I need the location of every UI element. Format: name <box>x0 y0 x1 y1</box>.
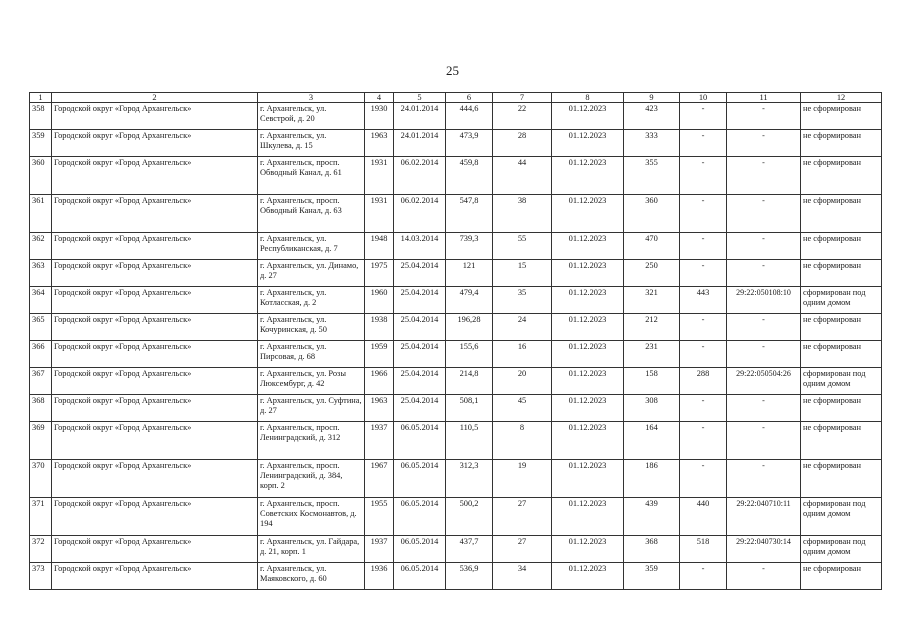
row-number: 367 <box>30 368 52 395</box>
column-header: 9 <box>624 93 680 103</box>
residents-cell: 15 <box>493 260 552 287</box>
value-cell: - <box>680 233 727 260</box>
cadastral-number-cell: - <box>727 130 801 157</box>
plan-date-cell: 01.12.2023 <box>552 195 624 233</box>
value-cell: 439 <box>624 498 680 536</box>
residents-cell: 27 <box>493 536 552 563</box>
plan-date-cell: 01.12.2023 <box>552 395 624 422</box>
date-cell: 06.02.2014 <box>394 195 446 233</box>
cadastral-number-cell: - <box>727 395 801 422</box>
plan-date-cell: 01.12.2023 <box>552 341 624 368</box>
municipality-cell: Городской округ «Город Архангельск» <box>52 233 258 260</box>
residents-cell: 28 <box>493 130 552 157</box>
residents-cell: 44 <box>493 157 552 195</box>
cadastral-number-cell: - <box>727 563 801 590</box>
cadastral-number-cell: - <box>727 157 801 195</box>
status-cell: не сформирован <box>801 130 882 157</box>
table-row <box>30 260 882 287</box>
date-cell: 06.05.2014 <box>394 460 446 498</box>
cadastral-number-cell: - <box>727 341 801 368</box>
status-cell: не сформирован <box>801 460 882 498</box>
status-cell: не сформирован <box>801 260 882 287</box>
area-cell: 155,6 <box>446 341 493 368</box>
date-cell: 06.02.2014 <box>394 157 446 195</box>
municipality-cell: Городской округ «Город Архангельск» <box>52 536 258 563</box>
value-cell: 164 <box>624 422 680 460</box>
municipality-cell: Городской округ «Город Архангельск» <box>52 195 258 233</box>
status-cell: сформирован под одним домом <box>801 498 882 536</box>
residents-cell: 16 <box>493 341 552 368</box>
date-cell: 14.03.2014 <box>394 233 446 260</box>
address-cell: г. Архангельск, просп. Обводный Канал, д. 61 <box>258 157 365 195</box>
year-cell: 1975 <box>365 260 394 287</box>
residents-cell: 20 <box>493 368 552 395</box>
value-cell: 423 <box>624 103 680 130</box>
cadastral-number-cell: - <box>727 460 801 498</box>
address-cell: г. Архангельск, просп. Ленинградский, д. 312 <box>258 422 365 460</box>
plan-date-cell: 01.12.2023 <box>552 260 624 287</box>
table-row <box>30 314 882 341</box>
status-cell: сформирован под одним домом <box>801 287 882 314</box>
date-cell: 06.05.2014 <box>394 563 446 590</box>
year-cell: 1937 <box>365 422 394 460</box>
value-cell: - <box>680 460 727 498</box>
year-cell: 1936 <box>365 563 394 590</box>
page-number: 25 <box>446 63 459 78</box>
row-number: 358 <box>30 103 52 130</box>
cadastral-number-cell: 29:22:040730:14 <box>727 536 801 563</box>
area-cell: 473,9 <box>446 130 493 157</box>
area-cell: 437,7 <box>446 536 493 563</box>
year-cell: 1955 <box>365 498 394 536</box>
residents-cell: 55 <box>493 233 552 260</box>
address-cell: г. Архангельск, ул. Севстрой, д. 20 <box>258 103 365 130</box>
residents-cell: 24 <box>493 314 552 341</box>
value-cell: 368 <box>624 536 680 563</box>
column-header: 4 <box>365 93 394 103</box>
value-cell: 186 <box>624 460 680 498</box>
address-cell: г. Архангельск, ул. Динамо, д. 27 <box>258 260 365 287</box>
area-cell: 479,4 <box>446 287 493 314</box>
row-number: 371 <box>30 498 52 536</box>
residents-cell: 45 <box>493 395 552 422</box>
year-cell: 1948 <box>365 233 394 260</box>
column-header: 2 <box>52 93 258 103</box>
status-cell: не сформирован <box>801 422 882 460</box>
address-cell: г. Архангельск, ул. Котласская, д. 2 <box>258 287 365 314</box>
plan-date-cell: 01.12.2023 <box>552 314 624 341</box>
column-header: 7 <box>493 93 552 103</box>
value-cell: - <box>680 130 727 157</box>
year-cell: 1959 <box>365 341 394 368</box>
area-cell: 547,8 <box>446 195 493 233</box>
residents-cell: 19 <box>493 460 552 498</box>
year-cell: 1967 <box>365 460 394 498</box>
row-number: 369 <box>30 422 52 460</box>
value-cell: - <box>680 314 727 341</box>
cadastral-number-cell: 29:22:040710:11 <box>727 498 801 536</box>
status-cell: не сформирован <box>801 233 882 260</box>
plan-date-cell: 01.12.2023 <box>552 103 624 130</box>
cadastral-number-cell: - <box>727 260 801 287</box>
area-cell: 500,2 <box>446 498 493 536</box>
row-number: 366 <box>30 341 52 368</box>
row-number: 361 <box>30 195 52 233</box>
row-number: 365 <box>30 314 52 341</box>
value-cell: 321 <box>624 287 680 314</box>
area-cell: 196,28 <box>446 314 493 341</box>
value-cell: 231 <box>624 341 680 368</box>
municipality-cell: Городской округ «Город Архангельск» <box>52 103 258 130</box>
cadastral-number-cell: 29:22:050108:10 <box>727 287 801 314</box>
value-cell: 308 <box>624 395 680 422</box>
date-cell: 24.01.2014 <box>394 103 446 130</box>
municipality-cell: Городской округ «Город Архангельск» <box>52 314 258 341</box>
table-row <box>30 233 882 260</box>
residents-cell: 35 <box>493 287 552 314</box>
year-cell: 1963 <box>365 130 394 157</box>
area-cell: 312,3 <box>446 460 493 498</box>
date-cell: 25.04.2014 <box>394 395 446 422</box>
value-cell: - <box>680 260 727 287</box>
address-cell: г. Архангельск, ул. Розы Люксембург, д. 42 <box>258 368 365 395</box>
residents-cell: 8 <box>493 422 552 460</box>
header-row <box>30 93 882 103</box>
column-header: 8 <box>552 93 624 103</box>
cadastral-number-cell: 29:22:050504:26 <box>727 368 801 395</box>
row-number: 368 <box>30 395 52 422</box>
status-cell: не сформирован <box>801 341 882 368</box>
column-header: 12 <box>801 93 882 103</box>
column-header: 6 <box>446 93 493 103</box>
table-row <box>30 395 882 422</box>
row-number: 363 <box>30 260 52 287</box>
table-row <box>30 341 882 368</box>
table-row <box>30 498 882 536</box>
municipality-cell: Городской округ «Город Архангельск» <box>52 260 258 287</box>
plan-date-cell: 01.12.2023 <box>552 422 624 460</box>
table-row <box>30 195 882 233</box>
year-cell: 1960 <box>365 287 394 314</box>
cadastral-number-cell: - <box>727 195 801 233</box>
value-cell: 212 <box>624 314 680 341</box>
value-cell: 359 <box>624 563 680 590</box>
address-cell: г. Архангельск, просп. Советских Космонавтов, д. 194 <box>258 498 365 536</box>
municipality-cell: Городской округ «Город Архангельск» <box>52 395 258 422</box>
row-number: 360 <box>30 157 52 195</box>
table-row <box>30 536 882 563</box>
table-row <box>30 563 882 590</box>
address-cell: г. Архангельск, ул. Кочуринская, д. 50 <box>258 314 365 341</box>
value-cell: - <box>680 422 727 460</box>
year-cell: 1931 <box>365 195 394 233</box>
address-cell: г. Архангельск, просп. Обводный Канал, д. 63 <box>258 195 365 233</box>
cadastral-number-cell: - <box>727 233 801 260</box>
row-number: 362 <box>30 233 52 260</box>
table-row <box>30 103 882 130</box>
value-cell: 443 <box>680 287 727 314</box>
housing-register-table <box>29 92 882 590</box>
plan-date-cell: 01.12.2023 <box>552 130 624 157</box>
municipality-cell: Городской округ «Город Архангельск» <box>52 157 258 195</box>
plan-date-cell: 01.12.2023 <box>552 233 624 260</box>
address-cell: г. Архангельск, ул. Гайдара, д. 21, корп. 1 <box>258 536 365 563</box>
plan-date-cell: 01.12.2023 <box>552 157 624 195</box>
value-cell: 470 <box>624 233 680 260</box>
municipality-cell: Городской округ «Город Архангельск» <box>52 368 258 395</box>
area-cell: 536,9 <box>446 563 493 590</box>
residents-cell: 27 <box>493 498 552 536</box>
date-cell: 25.04.2014 <box>394 260 446 287</box>
residents-cell: 22 <box>493 103 552 130</box>
row-number: 372 <box>30 536 52 563</box>
year-cell: 1938 <box>365 314 394 341</box>
area-cell: 459,8 <box>446 157 493 195</box>
table-row <box>30 368 882 395</box>
date-cell: 25.04.2014 <box>394 314 446 341</box>
column-header: 5 <box>394 93 446 103</box>
cadastral-number-cell: - <box>727 103 801 130</box>
status-cell: не сформирован <box>801 563 882 590</box>
address-cell: г. Архангельск, ул. Маяковского, д. 60 <box>258 563 365 590</box>
year-cell: 1931 <box>365 157 394 195</box>
area-cell: 739,3 <box>446 233 493 260</box>
value-cell: 360 <box>624 195 680 233</box>
year-cell: 1930 <box>365 103 394 130</box>
status-cell: не сформирован <box>801 103 882 130</box>
date-cell: 25.04.2014 <box>394 287 446 314</box>
cadastral-number-cell: - <box>727 314 801 341</box>
date-cell: 24.01.2014 <box>394 130 446 157</box>
row-number: 370 <box>30 460 52 498</box>
status-cell: не сформирован <box>801 314 882 341</box>
residents-cell: 34 <box>493 563 552 590</box>
status-cell: не сформирован <box>801 195 882 233</box>
table-row <box>30 287 882 314</box>
status-cell: сформирован под одним домом <box>801 368 882 395</box>
plan-date-cell: 01.12.2023 <box>552 368 624 395</box>
municipality-cell: Городской округ «Город Архангельск» <box>52 460 258 498</box>
value-cell: 333 <box>624 130 680 157</box>
column-header: 3 <box>258 93 365 103</box>
municipality-cell: Городской округ «Город Архангельск» <box>52 287 258 314</box>
address-cell: г. Архангельск, ул. Пирсовая, д. 68 <box>258 341 365 368</box>
area-cell: 444,6 <box>446 103 493 130</box>
area-cell: 508,1 <box>446 395 493 422</box>
value-cell: 355 <box>624 157 680 195</box>
residents-cell: 38 <box>493 195 552 233</box>
year-cell: 1963 <box>365 395 394 422</box>
date-cell: 25.04.2014 <box>394 368 446 395</box>
area-cell: 121 <box>446 260 493 287</box>
column-header: 11 <box>727 93 801 103</box>
address-cell: г. Архангельск, просп. Ленинградский, д. 384, корп. 2 <box>258 460 365 498</box>
value-cell: - <box>680 103 727 130</box>
column-header: 10 <box>680 93 727 103</box>
municipality-cell: Городской округ «Город Архангельск» <box>52 130 258 157</box>
value-cell: - <box>680 195 727 233</box>
area-cell: 110,5 <box>446 422 493 460</box>
column-header: 1 <box>30 93 52 103</box>
status-cell: не сформирован <box>801 395 882 422</box>
table-row <box>30 422 882 460</box>
row-number: 364 <box>30 287 52 314</box>
value-cell: 518 <box>680 536 727 563</box>
year-cell: 1937 <box>365 536 394 563</box>
table-row <box>30 157 882 195</box>
plan-date-cell: 01.12.2023 <box>552 287 624 314</box>
address-cell: г. Архангельск, ул. Шкулева, д. 15 <box>258 130 365 157</box>
value-cell: 440 <box>680 498 727 536</box>
municipality-cell: Городской округ «Город Архангельск» <box>52 422 258 460</box>
plan-date-cell: 01.12.2023 <box>552 498 624 536</box>
plan-date-cell: 01.12.2023 <box>552 536 624 563</box>
year-cell: 1966 <box>365 368 394 395</box>
plan-date-cell: 01.12.2023 <box>552 563 624 590</box>
address-cell: г. Архангельск, ул. Суфтина, д. 27 <box>258 395 365 422</box>
area-cell: 214,8 <box>446 368 493 395</box>
row-number: 359 <box>30 130 52 157</box>
table-row <box>30 130 882 157</box>
value-cell: - <box>680 563 727 590</box>
municipality-cell: Городской округ «Город Архангельск» <box>52 341 258 368</box>
value-cell: 250 <box>624 260 680 287</box>
table-row <box>30 460 882 498</box>
cadastral-number-cell: - <box>727 422 801 460</box>
date-cell: 06.05.2014 <box>394 422 446 460</box>
date-cell: 06.05.2014 <box>394 498 446 536</box>
municipality-cell: Городской округ «Город Архангельск» <box>52 498 258 536</box>
row-number: 373 <box>30 563 52 590</box>
status-cell: не сформирован <box>801 157 882 195</box>
municipality-cell: Городской округ «Город Архангельск» <box>52 563 258 590</box>
date-cell: 25.04.2014 <box>394 341 446 368</box>
value-cell: - <box>680 341 727 368</box>
address-cell: г. Архангельск, ул. Республиканская, д. 7 <box>258 233 365 260</box>
value-cell: - <box>680 157 727 195</box>
value-cell: 158 <box>624 368 680 395</box>
plan-date-cell: 01.12.2023 <box>552 460 624 498</box>
value-cell: 288 <box>680 368 727 395</box>
value-cell: - <box>680 395 727 422</box>
status-cell: сформирован под одним домом <box>801 536 882 563</box>
date-cell: 06.05.2014 <box>394 536 446 563</box>
